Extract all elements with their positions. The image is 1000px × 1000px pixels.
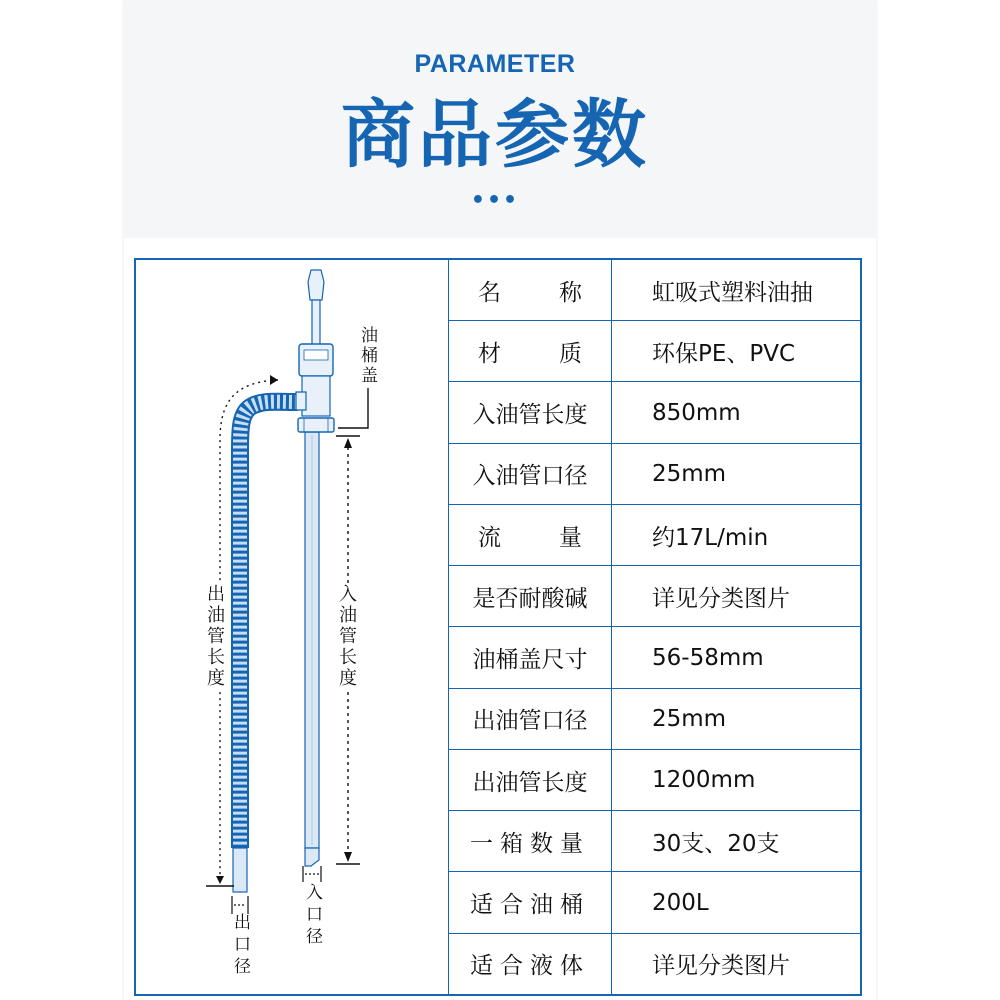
spec-key: 入油管口径	[449, 443, 612, 504]
spec-value: 200L	[612, 872, 863, 933]
spec-value: 约17L/min	[612, 504, 863, 565]
pump-head	[296, 270, 334, 432]
inlet-length-label: 入油管长度	[339, 584, 361, 689]
table-row	[449, 443, 863, 504]
spec-key: 入油管长度	[449, 382, 612, 443]
spec-key: 出油管长度	[449, 749, 612, 810]
spec-value: 850mm	[612, 382, 863, 443]
outlet-length-label: 出油管长度	[207, 584, 229, 689]
spec-key: 是否耐酸碱	[449, 566, 612, 627]
table-row	[449, 382, 863, 443]
parameter-eyebrow: PARAMETER	[414, 50, 576, 78]
table-row	[449, 872, 863, 933]
spec-value: 虹吸式塑料油抽	[612, 260, 863, 321]
spec-key: 流量	[449, 504, 612, 565]
spec-table	[448, 260, 862, 994]
spec-value: 30支、20支	[612, 811, 863, 872]
cap-label-vertical: 油桶盖	[361, 326, 378, 386]
spec-key: 适合油桶	[449, 872, 612, 933]
pump-diagram	[136, 260, 448, 994]
spec-value: 1200mm	[612, 749, 863, 810]
table-row	[449, 811, 863, 872]
table-row	[449, 260, 863, 321]
table-row	[449, 504, 863, 565]
spec-value: 详见分类图片	[612, 933, 863, 994]
page-title: 商品参数	[341, 92, 649, 178]
outlet-hose	[233, 402, 298, 892]
title-dots: •••	[470, 188, 520, 213]
table-row	[449, 321, 863, 382]
inlet-tube	[305, 432, 319, 866]
spec-value: 56-58mm	[612, 627, 863, 688]
spec-value: 环保PE、PVC	[612, 321, 863, 382]
spec-key: 出油管口径	[449, 688, 612, 749]
table-row	[449, 566, 863, 627]
spec-value: 详见分类图片	[612, 566, 863, 627]
spec-value: 25mm	[612, 443, 863, 504]
outlet-diameter-label: 出口径	[234, 913, 251, 977]
spec-key: 一箱数量	[449, 811, 612, 872]
table-row	[449, 749, 863, 810]
spec-key: 适合液体	[449, 933, 612, 994]
table-row	[449, 688, 863, 749]
cap-callout	[338, 388, 368, 428]
inlet-diameter-dimension	[303, 866, 321, 882]
table-row	[449, 627, 863, 688]
inlet-diameter-label: 入口径	[306, 883, 323, 947]
spec-key: 油桶盖尺寸	[449, 627, 612, 688]
table-row	[449, 933, 863, 994]
spec-key: 名称	[449, 260, 612, 321]
spec-key: 材质	[449, 321, 612, 382]
spec-value: 25mm	[612, 688, 863, 749]
